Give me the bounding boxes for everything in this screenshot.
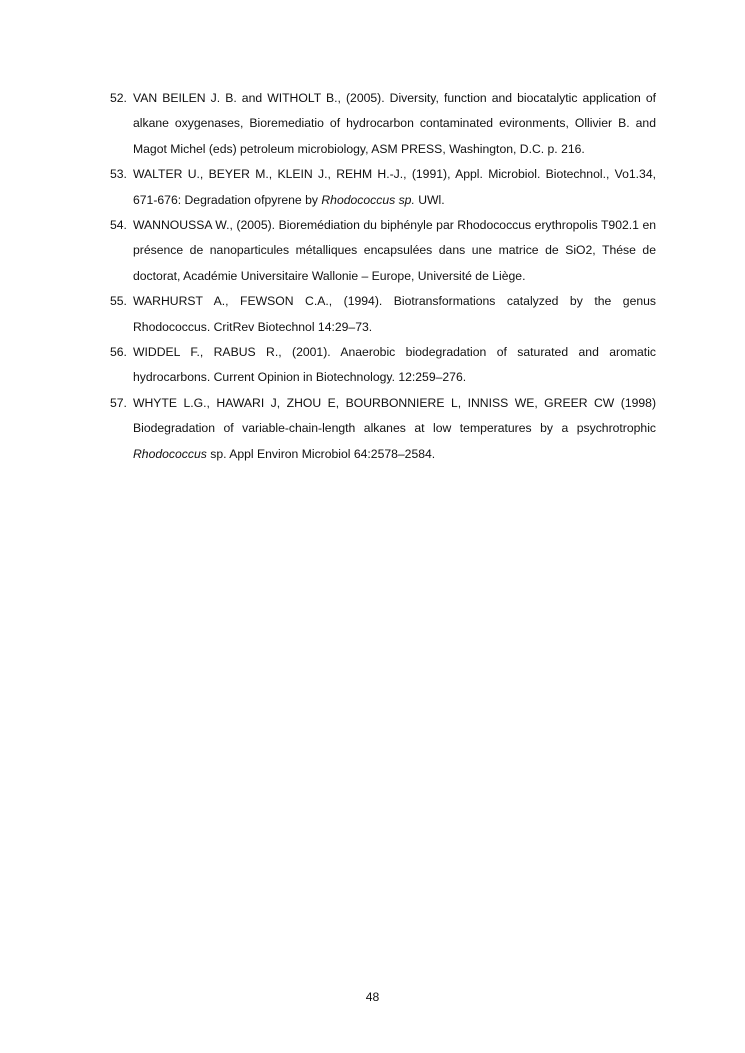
reference-text-part: WHYTE L.G., HAWARI J, ZHOU E, BOURBONNIERE L, INNISS WE, GREER CW (1998) Biodegradation of variable-chain-length alkanes at low temperatures by a psychrotrophic: [133, 395, 656, 436]
reference-text-part: UWl.: [414, 192, 445, 207]
reference-item-55: [110, 289, 656, 340]
reference-number: 55.: [110, 294, 127, 309]
reference-number: 54.: [110, 218, 127, 233]
reference-text: [133, 162, 656, 213]
reference-text-part: sp. Appl Environ Microbiol 64:2578–2584.: [206, 446, 436, 461]
reference-number: 57.: [110, 395, 127, 410]
reference-number: 53.: [110, 167, 127, 182]
reference-item-53: [110, 162, 656, 213]
reference-item-52: [110, 86, 656, 162]
reference-text: VAN BEILEN J. B. and WITHOLT B., (2005). Diversity, function and biocatalytic application of alkane oxygenases, Bioremediatio of hydrocarbon contaminated evironments, Ollivier B. and Magot Michel (eds) petroleum microbiology, ASM PRESS, Washington, D.C. p. 216.: [133, 91, 656, 156]
reference-text-part: WALTER U., BEYER M., KLEIN J., REHM H.-J., (1991), Appl. Microbiol. Biotechnol., Vo1.34, 671-676: Degradation ofpyrene by: [133, 167, 656, 207]
reference-number: 56.: [110, 345, 127, 360]
reference-item-56: [110, 340, 656, 391]
reference-text: [133, 391, 656, 467]
page-number: 48: [365, 990, 380, 1004]
reference-text: WIDDEL F., RABUS R., (2001). Anaerobic biodegradation of saturated and aromatic hydrocarbons. Current Opinion in Biotechnology. 12:259–276.: [133, 345, 656, 385]
reference-text: WARHURST A., FEWSON C.A., (1994). Biotransformations catalyzed by the genus Rhodococcus. CritRev Biotechnol 14:29–73.: [133, 294, 656, 334]
reference-item-57: [110, 391, 656, 467]
reference-text-italic: Rhodococcus sp.: [321, 192, 415, 207]
reference-list: [110, 86, 656, 467]
reference-text: WANNOUSSA W., (2005). Bioremédiation du biphényle par Rhodococcus erythropolis T902.1 en présence de nanoparticules métalliques encapsulées dans une matrice de SiO2, Thése de doctorat, Académie Universitaire Wallonie – Europe, Université de Liège.: [133, 218, 656, 283]
reference-number: 52.: [110, 91, 127, 105]
reference-item-54: [110, 213, 656, 289]
reference-text-italic: Rhodococcus: [133, 446, 207, 461]
